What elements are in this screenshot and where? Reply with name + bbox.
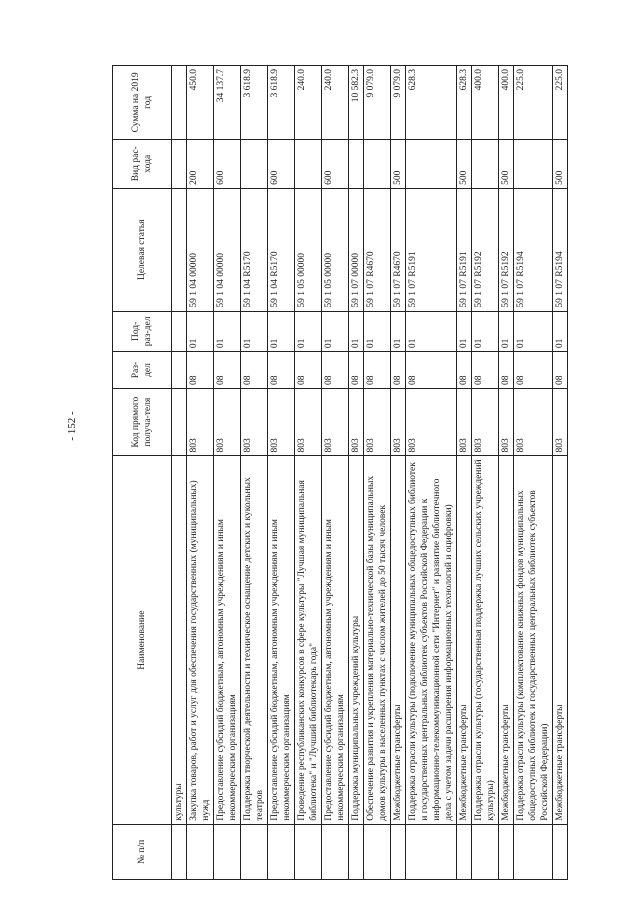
header-target: Целевая статья bbox=[113, 188, 172, 311]
row-amount: 400.0 bbox=[472, 66, 499, 140]
row-amount: 3 618.9 bbox=[241, 66, 268, 140]
row-recipient: 803 bbox=[295, 388, 322, 456]
row-target: 59 1 07 R5192 bbox=[472, 188, 499, 311]
row-target: 59 1 04 00000 bbox=[187, 188, 214, 311]
row-name: Поддержка отрасли культуры (комплектование книжных фондов муниципальных общедоступных библиотек и государственных центральных библиотек субъектов Российской Федерации) bbox=[514, 456, 553, 824]
row-target: 59 1 07 R5191 bbox=[406, 188, 457, 311]
row-name: Обеспечение развития и укрепления материально-технической базы муниципальных домов культуры в населенных пунктах с числом жителей до 50 тысяч человек bbox=[364, 456, 391, 824]
row-name: Межбюджетные трансферты bbox=[457, 456, 472, 824]
row-recipient: 803 bbox=[349, 388, 364, 456]
row-name: Поддержка отрасли культуры (государственная поддержка лучших сельских учреждений культуры) bbox=[472, 456, 499, 824]
row-subsection: 01 bbox=[214, 311, 241, 352]
row-section: 08 bbox=[391, 352, 406, 389]
row-subsection: 01 bbox=[268, 311, 295, 352]
row-amount: 628.3 bbox=[457, 66, 472, 140]
row-num bbox=[241, 824, 268, 879]
row-recipient: 803 bbox=[364, 388, 391, 456]
row-exptype: 600 bbox=[268, 139, 295, 188]
table-row bbox=[364, 66, 391, 880]
row-subsection: 01 bbox=[391, 311, 406, 352]
row-num bbox=[322, 824, 349, 879]
budget-table bbox=[112, 65, 568, 880]
budget-sheet bbox=[112, 65, 568, 880]
row-exptype bbox=[172, 139, 187, 188]
row-amount: 400.0 bbox=[499, 66, 514, 140]
header-num: № п/п bbox=[113, 824, 172, 879]
row-subsection: 01 bbox=[322, 311, 349, 352]
row-exptype: 600 bbox=[322, 139, 349, 188]
table-row bbox=[268, 66, 295, 880]
table-row bbox=[322, 66, 349, 880]
row-amount: 9 079.0 bbox=[391, 66, 406, 140]
row-name: Предоставление субсидий бюджетным, автономным учреждениям и иным некоммерческим организациям bbox=[268, 456, 295, 824]
row-section: 08 bbox=[364, 352, 391, 389]
row-amount: 240.0 bbox=[322, 66, 349, 140]
row-num bbox=[457, 824, 472, 879]
row-recipient: 803 bbox=[322, 388, 349, 456]
row-exptype bbox=[514, 139, 553, 188]
row-num bbox=[187, 824, 214, 879]
row-target: 59 1 07 R5194 bbox=[553, 188, 568, 311]
row-subsection: 01 bbox=[457, 311, 472, 352]
row-subsection: 01 bbox=[349, 311, 364, 352]
row-exptype bbox=[406, 139, 457, 188]
row-target bbox=[172, 188, 187, 311]
row-recipient: 803 bbox=[268, 388, 295, 456]
row-section: 08 bbox=[349, 352, 364, 389]
row-name: Поддержка творческой деятельности и техническое оснащение детских и кукольных театров bbox=[241, 456, 268, 824]
row-name: Межбюджетные трансферты bbox=[499, 456, 514, 824]
row-num bbox=[391, 824, 406, 879]
row-num bbox=[295, 824, 322, 879]
row-num bbox=[172, 824, 187, 879]
header-exptype: Вид рас-хода bbox=[113, 139, 172, 188]
row-name: культуры bbox=[172, 456, 187, 824]
row-amount: 10 582.3 bbox=[349, 66, 364, 140]
row-exptype bbox=[349, 139, 364, 188]
row-exptype bbox=[241, 139, 268, 188]
row-num bbox=[514, 824, 553, 879]
row-subsection: 01 bbox=[514, 311, 553, 352]
row-target: 59 1 07 R5192 bbox=[499, 188, 514, 311]
row-section: 08 bbox=[406, 352, 457, 389]
table-header-row bbox=[113, 66, 172, 880]
row-subsection: 01 bbox=[187, 311, 214, 352]
row-exptype bbox=[295, 139, 322, 188]
header-name: Наименование bbox=[113, 456, 172, 824]
row-recipient: 803 bbox=[553, 388, 568, 456]
row-name: Межбюджетные трансферты bbox=[391, 456, 406, 824]
row-target: 59 1 07 R4670 bbox=[391, 188, 406, 311]
row-recipient: 803 bbox=[241, 388, 268, 456]
table-row bbox=[241, 66, 268, 880]
header-section: Раз-дел bbox=[113, 352, 172, 389]
row-target: 59 1 05 00000 bbox=[295, 188, 322, 311]
row-exptype: 500 bbox=[391, 139, 406, 188]
row-name: Закупка товаров, работ и услуг для обеспечения государственных (муниципальных) нужд bbox=[187, 456, 214, 824]
table-row bbox=[553, 66, 568, 880]
row-name: Предоставление субсидий бюджетным, автономным учреждениям и иным некоммерческим организациям bbox=[214, 456, 241, 824]
row-section: 08 bbox=[499, 352, 514, 389]
row-subsection: 01 bbox=[472, 311, 499, 352]
row-recipient: 803 bbox=[391, 388, 406, 456]
row-target: 59 1 04 R5170 bbox=[241, 188, 268, 311]
row-num bbox=[472, 824, 499, 879]
row-amount: 34 137.7 bbox=[214, 66, 241, 140]
row-amount: 225.0 bbox=[514, 66, 553, 140]
row-amount: 450.0 bbox=[187, 66, 214, 140]
row-recipient: 803 bbox=[472, 388, 499, 456]
table-row bbox=[187, 66, 214, 880]
row-section: 08 bbox=[553, 352, 568, 389]
row-recipient bbox=[172, 388, 187, 456]
row-section: 08 bbox=[187, 352, 214, 389]
row-section: 08 bbox=[214, 352, 241, 389]
row-exptype: 500 bbox=[553, 139, 568, 188]
row-target: 59 1 07 R5194 bbox=[514, 188, 553, 311]
row-subsection: 01 bbox=[364, 311, 391, 352]
row-section: 08 bbox=[241, 352, 268, 389]
row-num bbox=[499, 824, 514, 879]
row-recipient: 803 bbox=[499, 388, 514, 456]
row-target: 59 1 04 00000 bbox=[214, 188, 241, 311]
row-name: Предоставление субсидий бюджетным, автономным учреждениям и иным некоммерческим организациям bbox=[322, 456, 349, 824]
row-amount: 3 618.9 bbox=[268, 66, 295, 140]
row-section: 08 bbox=[514, 352, 553, 389]
row-amount: 9 079.0 bbox=[364, 66, 391, 140]
table-row bbox=[472, 66, 499, 880]
row-exptype: 600 bbox=[214, 139, 241, 188]
table-row bbox=[391, 66, 406, 880]
row-subsection: 01 bbox=[241, 311, 268, 352]
table-row bbox=[514, 66, 553, 880]
row-section: 08 bbox=[268, 352, 295, 389]
row-exptype bbox=[472, 139, 499, 188]
row-amount bbox=[172, 66, 187, 140]
row-section: 08 bbox=[472, 352, 499, 389]
row-section: 08 bbox=[322, 352, 349, 389]
row-name: Проведение республиканских конкурсов в сфере культуры "Лучшая муниципальная библиотека" и "Лучший библиотекарь года" bbox=[295, 456, 322, 824]
row-name: Поддержка отрасли культуры (подключение муниципальных общедоступных библиотек и государственных центральных библиотек субъектов Российской Федерации к информационно-телекоммуникационной сети "Интернет" и развитие библиотечного дела с учетом задачи расширения информационных технологий и оцифровки) bbox=[406, 456, 457, 824]
table-row bbox=[295, 66, 322, 880]
row-subsection: 01 bbox=[553, 311, 568, 352]
row-subsection: 01 bbox=[499, 311, 514, 352]
row-recipient: 803 bbox=[514, 388, 553, 456]
row-num bbox=[349, 824, 364, 879]
row-num bbox=[268, 824, 295, 879]
row-amount: 225.0 bbox=[553, 66, 568, 140]
row-exptype: 500 bbox=[457, 139, 472, 188]
row-amount: 628.3 bbox=[406, 66, 457, 140]
row-exptype: 500 bbox=[499, 139, 514, 188]
row-subsection: 01 bbox=[295, 311, 322, 352]
table-row bbox=[214, 66, 241, 880]
row-name: Межбюджетные трансферты bbox=[553, 456, 568, 824]
table-row bbox=[457, 66, 472, 880]
row-exptype: 200 bbox=[187, 139, 214, 188]
row-subsection: 01 bbox=[406, 311, 457, 352]
row-recipient: 803 bbox=[406, 388, 457, 456]
table-row bbox=[172, 66, 187, 880]
row-target: 59 1 04 R5170 bbox=[268, 188, 295, 311]
row-target: 59 1 07 R4670 bbox=[364, 188, 391, 311]
row-num bbox=[406, 824, 457, 879]
table-row bbox=[499, 66, 514, 880]
row-recipient: 803 bbox=[457, 388, 472, 456]
row-exptype bbox=[364, 139, 391, 188]
row-section: 08 bbox=[457, 352, 472, 389]
table-row bbox=[406, 66, 457, 880]
row-target: 59 1 05 00000 bbox=[322, 188, 349, 311]
row-target: 59 1 07 R5191 bbox=[457, 188, 472, 311]
page-number: - 152 - bbox=[66, 411, 78, 441]
row-recipient: 803 bbox=[187, 388, 214, 456]
header-amount: Сумма на 2019 год bbox=[113, 66, 172, 140]
row-amount: 240.0 bbox=[295, 66, 322, 140]
row-recipient: 803 bbox=[214, 388, 241, 456]
row-subsection bbox=[172, 311, 187, 352]
row-num bbox=[214, 824, 241, 879]
table-row bbox=[349, 66, 364, 880]
header-subsection: Под-раз-дел bbox=[113, 311, 172, 352]
header-recipient: Код прямого получа-теля bbox=[113, 388, 172, 456]
row-section bbox=[172, 352, 187, 389]
row-target: 59 1 07 00000 bbox=[349, 188, 364, 311]
row-name: Поддержка муниципальных учреждений культуры bbox=[349, 456, 364, 824]
row-num bbox=[553, 824, 568, 879]
row-num bbox=[364, 824, 391, 879]
row-section: 08 bbox=[295, 352, 322, 389]
